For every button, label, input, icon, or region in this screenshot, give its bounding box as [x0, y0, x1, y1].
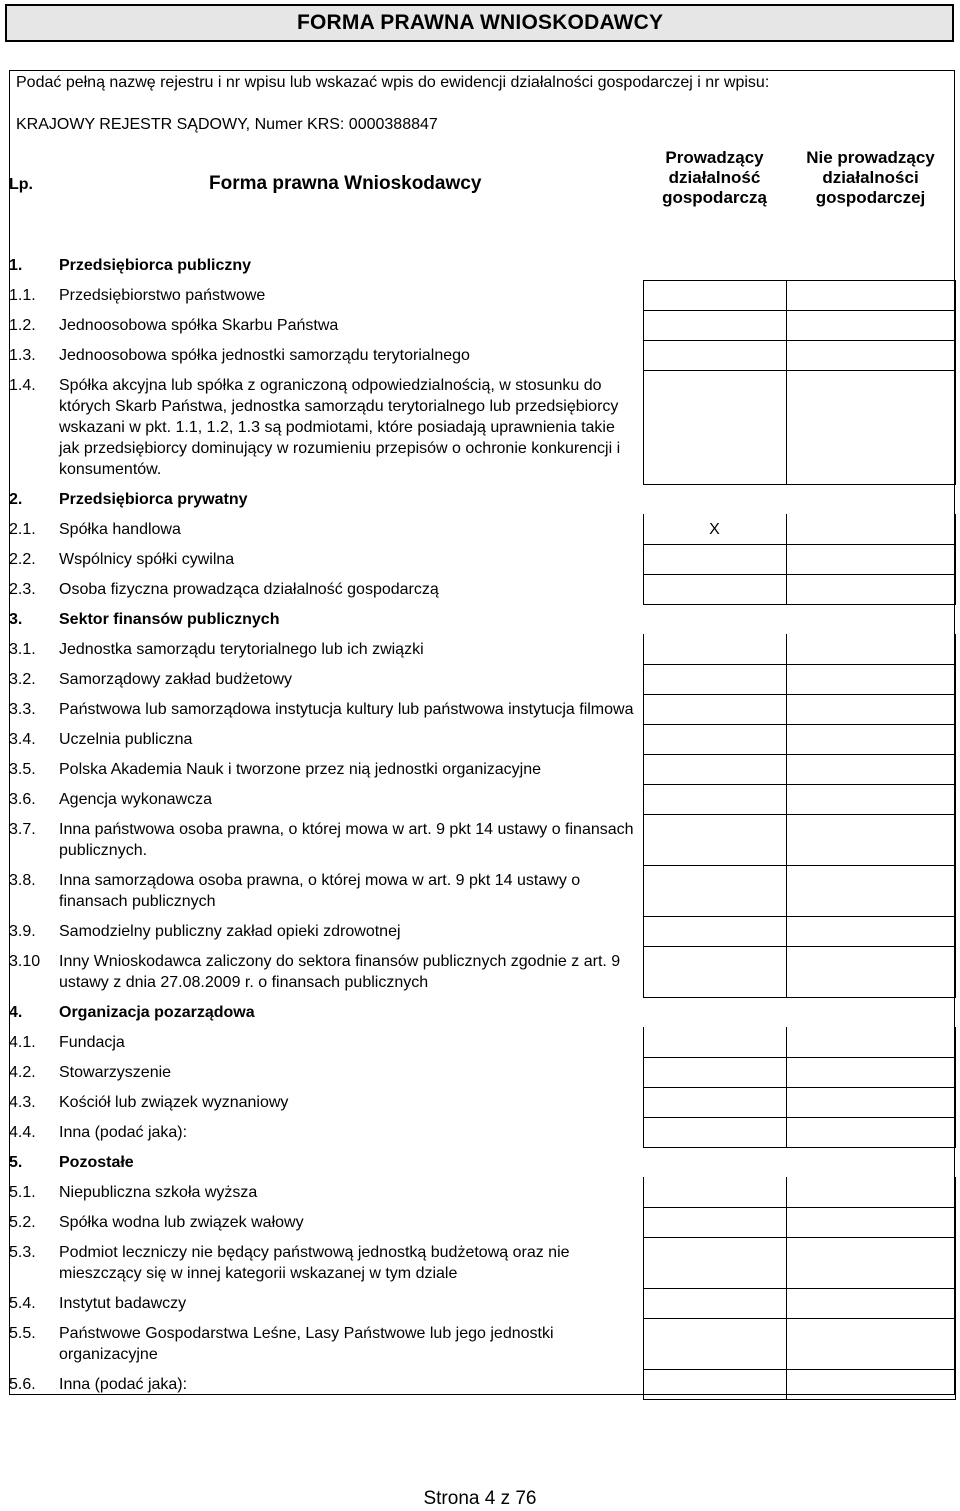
checkbox-prowadzacy[interactable] — [643, 946, 786, 997]
empty-cell — [643, 250, 786, 280]
row-number: 2.1. — [9, 521, 36, 538]
table-row — [9, 784, 955, 814]
empty-cell — [786, 604, 955, 634]
empty-cell — [786, 484, 955, 514]
row-number: 2.3. — [9, 581, 36, 598]
row-number: 5.3. — [9, 1244, 36, 1261]
table-row — [9, 1057, 955, 1087]
row-label: Osoba fizyczna prowadząca działalność gospodarczą — [59, 581, 439, 598]
row-label: Spółka handlowa — [59, 521, 181, 538]
row-number: 2.2. — [9, 551, 36, 568]
checkbox-nie-prowadzacy[interactable] — [786, 865, 955, 916]
checkbox-nie-prowadzacy[interactable] — [786, 280, 955, 310]
checkbox-prowadzacy[interactable] — [643, 1369, 786, 1399]
table-row — [9, 1318, 955, 1369]
checkbox-prowadzacy[interactable] — [643, 280, 786, 310]
row-number: 5.6. — [9, 1376, 36, 1393]
page-footer: Strona 4 z 76 — [423, 1488, 537, 1509]
checkbox-prowadzacy[interactable] — [643, 1318, 786, 1369]
row-label: Spółka wodna lub związek wałowy — [59, 1214, 304, 1231]
row-label: Samorządowy zakład budżetowy — [59, 671, 293, 688]
row-label: Instytut badawczy — [59, 1295, 187, 1312]
checkbox-prowadzacy[interactable] — [643, 310, 786, 340]
section-row — [9, 1147, 955, 1177]
row-label: Państwowa lub samorządowa instytucja kultury lub państwowa instytucja filmowa — [59, 701, 634, 718]
checkbox-nie-prowadzacy[interactable] — [786, 370, 955, 484]
checkbox-nie-prowadzacy[interactable] — [786, 724, 955, 754]
checkbox-nie-prowadzacy[interactable] — [786, 1237, 955, 1288]
section-row — [9, 604, 955, 634]
row-label: Inna (podać jaka): — [59, 1124, 188, 1141]
checkbox-prowadzacy[interactable] — [643, 1087, 786, 1117]
checkbox-prowadzacy[interactable] — [643, 1237, 786, 1288]
row-label: Jednoosobowa spółka Skarbu Państwa — [59, 317, 339, 334]
section-title: Przedsiębiorca prywatny — [59, 491, 248, 508]
table-row — [9, 280, 955, 310]
checkbox-prowadzacy[interactable]: X — [643, 514, 786, 544]
empty-cell — [786, 250, 955, 280]
table-row — [9, 514, 955, 544]
table-row — [9, 574, 955, 604]
checkbox-prowadzacy[interactable] — [643, 664, 786, 694]
row-number: 1. — [9, 257, 23, 274]
page-title: FORMA PRAWNA WNIOSKODAWCY — [297, 11, 664, 34]
empty-cell — [643, 604, 786, 634]
table-row — [9, 340, 955, 370]
checkbox-nie-prowadzacy[interactable] — [786, 946, 955, 997]
row-label: Niepubliczna szkoła wyższa — [59, 1184, 258, 1201]
row-number: 4.3. — [9, 1094, 36, 1111]
checkbox-prowadzacy[interactable] — [643, 694, 786, 724]
row-number: 2. — [9, 491, 23, 508]
row-number: 3.3. — [9, 701, 36, 718]
checkbox-nie-prowadzacy[interactable] — [786, 1057, 955, 1087]
empty-cell — [786, 997, 955, 1027]
checkbox-nie-prowadzacy[interactable] — [786, 340, 955, 370]
row-number: 4. — [9, 1004, 23, 1021]
row-number: 3.9. — [9, 923, 36, 940]
section-row — [9, 997, 955, 1027]
registry-entry: KRAJOWY REJESTR SĄDOWY, Numer KRS: 0000388847 — [16, 116, 438, 133]
row-number: 3.5. — [9, 761, 36, 778]
table-row — [9, 634, 955, 664]
table-row — [9, 1117, 955, 1147]
table-row — [9, 946, 955, 997]
checkbox-prowadzacy[interactable] — [643, 1177, 786, 1207]
header-col-a: Prowadzący działalność gospodarczą — [662, 148, 767, 207]
row-label: Jednostka samorządu terytorialnego lub ich związki — [59, 641, 424, 658]
row-label: Agencja wykonawcza — [59, 791, 212, 808]
checkbox-prowadzacy[interactable] — [643, 1207, 786, 1237]
row-label: Stowarzyszenie — [59, 1064, 172, 1081]
checkbox-nie-prowadzacy[interactable] — [786, 310, 955, 340]
row-number: 3.4. — [9, 731, 36, 748]
row-label: Spółka akcyjna lub spółka z ograniczoną odpowiedzialnością, w stosunku do których Skarb Państwa, jednostka samorządu terytorialnego lub przedsiębiorcy wskazani w pkt. 1.1, 1.2, 1.3 są podmiotami, które posiadają uprawnienia takie jak przedsiębiorcy dominujący w rozumieniu przepisów o ochronie konkurencji i konsumentów. — [59, 377, 621, 478]
checkbox-prowadzacy[interactable] — [643, 340, 786, 370]
row-label: Przedsiębiorstwo państwowe — [59, 287, 266, 304]
checkbox-nie-prowadzacy[interactable] — [786, 784, 955, 814]
row-label: Inny Wnioskodawca zaliczony do sektora finansów publicznych zgodnie z art. 9 ustawy z dnia 27.08.2009 r. o finansach publicznych — [59, 953, 621, 991]
row-label: Polska Akademia Nauk i tworzone przez nią jednostki organizacyjne — [59, 761, 542, 778]
table-row — [9, 1177, 955, 1207]
intro-instruction: Podać pełną nazwę rejestru i nr wpisu lub wskazać wpis do ewidencji działalności gospodarczej i nr wpisu: — [16, 74, 770, 91]
row-number: 1.1. — [9, 287, 36, 304]
row-number: 5. — [9, 1154, 23, 1171]
table-row — [9, 754, 955, 784]
section-row — [9, 250, 955, 280]
row-label: Inna państwowa osoba prawna, o której mowa w art. 9 pkt 14 ustawy o finansach publicznych. — [59, 821, 634, 859]
section-title: Pozostałe — [59, 1154, 134, 1171]
table-row — [9, 664, 955, 694]
legal-form-table — [9, 140, 956, 1400]
row-label: Wspólnicy spółki cywilna — [59, 551, 235, 568]
row-label: Państwowe Gospodarstwa Leśne, Lasy Państwowe lub jego jednostki organizacyjne — [59, 1325, 554, 1363]
section-title: Organizacja pozarządowa — [59, 1004, 255, 1021]
table-row — [9, 544, 955, 574]
row-number: 5.4. — [9, 1295, 36, 1312]
table-row — [9, 310, 955, 340]
empty-cell — [786, 1147, 955, 1177]
table-row — [9, 1087, 955, 1117]
row-number: 3.10 — [9, 953, 41, 970]
checkbox-nie-prowadzacy[interactable] — [786, 1087, 955, 1117]
title-box — [5, 4, 954, 42]
checkbox-nie-prowadzacy[interactable] — [786, 1207, 955, 1237]
row-number: 4.1. — [9, 1034, 36, 1051]
row-number: 1.3. — [9, 347, 36, 364]
table-row — [9, 1207, 955, 1237]
checkbox-prowadzacy[interactable] — [643, 1288, 786, 1318]
section-title: Sektor finansów publicznych — [59, 611, 280, 628]
table-header-row — [9, 140, 955, 250]
header-lp: Lp. — [9, 176, 33, 193]
row-number: 5.5. — [9, 1325, 36, 1342]
header-col-b: Nie prowadzący działalności gospodarczej — [806, 148, 935, 207]
checkbox-nie-prowadzacy[interactable] — [786, 814, 955, 865]
row-label: Jednoosobowa spółka jednostki samorządu terytorialnego — [59, 347, 470, 364]
checkbox-prowadzacy[interactable] — [643, 1117, 786, 1147]
checkbox-nie-prowadzacy[interactable] — [786, 1027, 955, 1057]
empty-cell — [643, 484, 786, 514]
table-row — [9, 1237, 955, 1288]
row-label: Inna (podać jaka): — [59, 1376, 188, 1393]
checkbox-prowadzacy[interactable] — [643, 784, 786, 814]
checkbox-nie-prowadzacy[interactable] — [786, 544, 955, 574]
row-number: 4.4. — [9, 1124, 36, 1141]
row-label: Podmiot leczniczy nie będący państwową jednostką budżetową oraz nie mieszczący się w innej kategorii wskazanej w tym dziale — [59, 1244, 570, 1282]
table-row — [9, 724, 955, 754]
header-form: Forma prawna Wnioskodawcy — [209, 173, 482, 194]
checkbox-prowadzacy[interactable] — [643, 1027, 786, 1057]
table-row — [9, 916, 955, 946]
row-label: Uczelnia publiczna — [59, 731, 193, 748]
row-number: 3.8. — [9, 872, 36, 889]
row-number: 3.2. — [9, 671, 36, 688]
checkbox-prowadzacy[interactable] — [643, 370, 786, 484]
empty-cell — [643, 1147, 786, 1177]
table-row — [9, 1369, 955, 1399]
checkbox-nie-prowadzacy[interactable] — [786, 634, 955, 664]
table-row — [9, 1027, 955, 1057]
table-row — [9, 865, 955, 916]
section-title: Przedsiębiorca publiczny — [59, 257, 252, 274]
checkbox-nie-prowadzacy[interactable] — [786, 1177, 955, 1207]
row-number: 1.2. — [9, 317, 36, 334]
checkbox-nie-prowadzacy[interactable] — [786, 514, 955, 544]
row-label: Kościół lub związek wyznaniowy — [59, 1094, 289, 1111]
row-number: 4.2. — [9, 1064, 36, 1081]
row-number: 3. — [9, 611, 23, 628]
section-row — [9, 484, 955, 514]
checkbox-nie-prowadzacy[interactable] — [786, 574, 955, 604]
empty-cell — [643, 997, 786, 1027]
checkbox-nie-prowadzacy[interactable] — [786, 664, 955, 694]
checkbox-prowadzacy[interactable] — [643, 865, 786, 916]
row-number: 1.4. — [9, 377, 36, 394]
table-row — [9, 1288, 955, 1318]
row-label: Samodzielny publiczny zakład opieki zdrowotnej — [59, 923, 401, 940]
checkbox-nie-prowadzacy[interactable] — [786, 1288, 955, 1318]
checkbox-nie-prowadzacy[interactable] — [786, 754, 955, 784]
row-number: 3.1. — [9, 641, 36, 658]
table-row — [9, 814, 955, 865]
checkbox-nie-prowadzacy[interactable] — [786, 694, 955, 724]
checkbox-prowadzacy[interactable] — [643, 634, 786, 664]
checkbox-nie-prowadzacy[interactable] — [786, 1117, 955, 1147]
checkbox-prowadzacy[interactable] — [643, 814, 786, 865]
checkbox-nie-prowadzacy[interactable] — [786, 916, 955, 946]
checkbox-prowadzacy[interactable] — [643, 724, 786, 754]
checkbox-prowadzacy[interactable] — [643, 916, 786, 946]
row-number: 3.7. — [9, 821, 36, 838]
checkbox-prowadzacy[interactable] — [643, 754, 786, 784]
checkbox-nie-prowadzacy[interactable] — [786, 1369, 955, 1399]
checkbox-nie-prowadzacy[interactable] — [786, 1318, 955, 1369]
row-number: 5.2. — [9, 1214, 36, 1231]
checkbox-prowadzacy[interactable] — [643, 544, 786, 574]
checkbox-prowadzacy[interactable] — [643, 574, 786, 604]
table-row — [9, 370, 955, 484]
checkbox-prowadzacy[interactable] — [643, 1057, 786, 1087]
row-number: 3.6. — [9, 791, 36, 808]
row-number: 5.1. — [9, 1184, 36, 1201]
row-label: Inna samorządowa osoba prawna, o której mowa w art. 9 pkt 14 ustawy o finansach publicznych — [59, 872, 581, 910]
row-label: Fundacja — [59, 1034, 125, 1051]
table-row — [9, 694, 955, 724]
